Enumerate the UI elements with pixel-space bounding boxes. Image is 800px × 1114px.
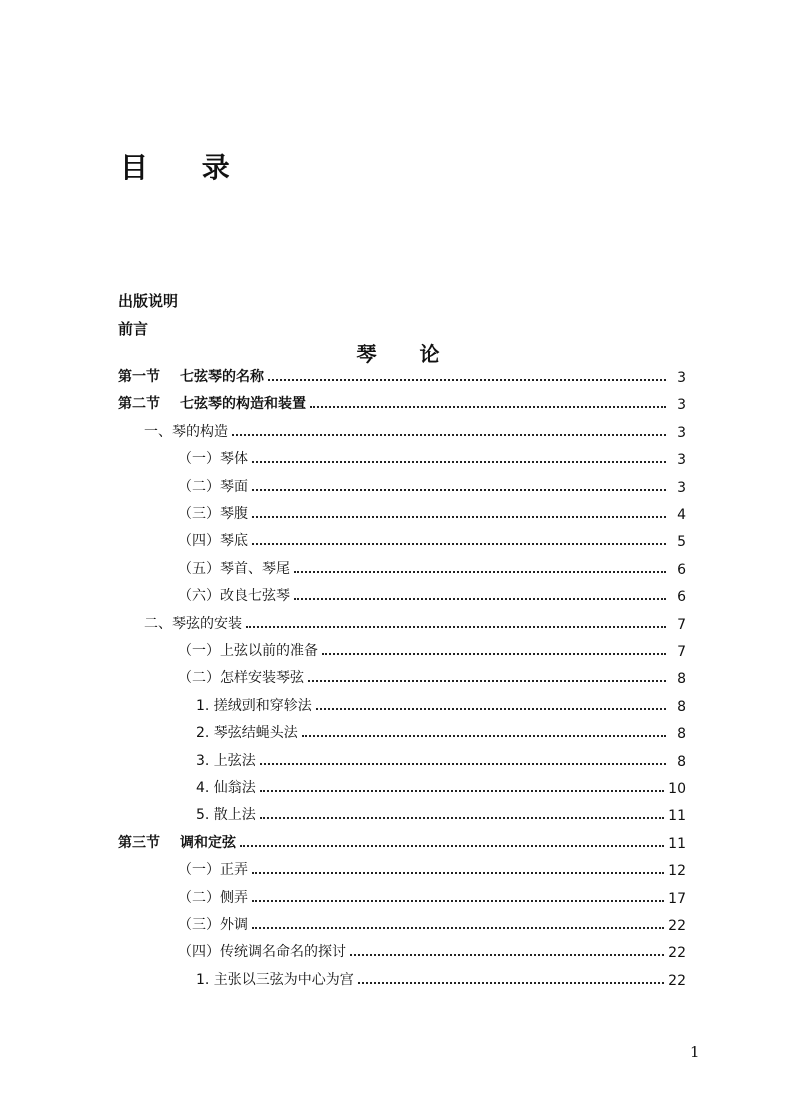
toc-leader-dots [316, 707, 666, 710]
toc-entry-title: 3. 上弦法 [196, 753, 256, 769]
toc-leader-dots [252, 460, 666, 463]
toc-entry-label [178, 941, 346, 961]
toc-entry-page: 8 [677, 726, 686, 742]
toc-entry-title: 一、琴的构造 [144, 424, 228, 440]
toc-entry[interactable] [178, 558, 686, 578]
toc-leader-dots [246, 625, 666, 628]
toc-entry[interactable] [178, 667, 686, 687]
toc-entry-page: 5 [677, 534, 686, 550]
toc-leader-dots [252, 488, 666, 491]
toc-entry-page: 8 [677, 671, 686, 687]
toc-entry-label [118, 366, 264, 386]
toc-entry-label [178, 448, 248, 468]
toc-entry-label [178, 887, 248, 907]
toc-entry-title: 调和定弦 [180, 835, 236, 851]
toc-entry-page: 3 [677, 370, 686, 386]
toc-entry-label [178, 476, 248, 496]
toc-entry[interactable] [178, 887, 686, 907]
toc-entry-title: （二）怎样安装琴弦 [178, 670, 304, 686]
toc-entry-page: 3 [677, 452, 686, 468]
toc-entry-title: （五）琴首、琴尾 [178, 561, 290, 577]
toc-leader-dots [302, 734, 666, 737]
toc-entry[interactable] [178, 476, 686, 496]
toc-leader-dots [252, 899, 664, 902]
toc-entry-page: 7 [677, 644, 686, 660]
toc-entry-page: 6 [677, 562, 686, 578]
toc-entry-page: 17 [668, 891, 686, 907]
toc-leader-dots [310, 405, 666, 408]
toc-leader-dots [252, 926, 664, 929]
toc-entry-page: 12 [668, 863, 686, 879]
toc-leader-dots [308, 679, 666, 682]
toc-entry-label [196, 695, 312, 715]
toc-entry[interactable] [118, 366, 686, 386]
toc-entry[interactable] [196, 750, 686, 770]
toc-entry[interactable] [178, 640, 686, 660]
toc-entry-page: 11 [668, 808, 686, 824]
toc-leader-dots [260, 816, 664, 819]
toc-leader-dots [260, 789, 664, 792]
toc-entry-title: （六）改良七弦琴 [178, 588, 290, 604]
toc-leader-dots [350, 953, 664, 956]
toc-entry-title: （二）侧弄 [178, 890, 248, 906]
toc-entry-page: 10 [668, 781, 686, 797]
toc-entry-label [178, 585, 290, 605]
toc-entry[interactable] [196, 695, 686, 715]
toc-entry-number: 第三节 [118, 835, 160, 851]
toc-leader-dots [252, 871, 664, 874]
toc-entry[interactable] [118, 393, 686, 413]
toc-entry-page: 22 [668, 973, 686, 989]
toc-leader-dots [260, 762, 666, 765]
toc-entry-label [178, 859, 248, 879]
toc-leader-dots [252, 515, 666, 518]
toc-entry-label [178, 667, 304, 687]
front-matter-publishing-note[interactable]: 出版说明 [118, 292, 179, 310]
toc-entry-page: 3 [677, 397, 686, 413]
page-number: 1 [690, 1043, 700, 1061]
toc-entry-label [178, 914, 248, 934]
toc-entry[interactable] [196, 777, 686, 797]
toc-entry-title: 七弦琴的名称 [180, 369, 264, 385]
toc-entry-page: 4 [677, 507, 686, 523]
toc-entry[interactable] [144, 421, 686, 441]
toc-entry-page: 7 [677, 617, 686, 633]
toc-entry[interactable] [178, 503, 686, 523]
toc-entry[interactable] [196, 722, 686, 742]
toc-entry[interactable] [178, 859, 686, 879]
toc-entry[interactable] [178, 941, 686, 961]
toc-entry-title: （一）正弄 [178, 862, 248, 878]
toc-entry-page: 3 [677, 480, 686, 496]
toc-entry-label [196, 804, 256, 824]
toc-entry-title: （四）琴底 [178, 533, 248, 549]
toc-entry-label [178, 558, 290, 578]
toc-entry[interactable] [118, 832, 686, 852]
toc-entry-page: 8 [677, 699, 686, 715]
toc-entry-title: 1. 搓绒剅和穿轸法 [196, 698, 312, 714]
toc-entry-label [178, 640, 318, 660]
toc-entry[interactable] [196, 969, 686, 989]
toc-entry-title: 2. 琴弦结蝇头法 [196, 725, 298, 741]
toc-entry-title: （四）传统调名命名的探讨 [178, 944, 346, 960]
toc-entry[interactable] [178, 914, 686, 934]
toc-entry-label [178, 530, 248, 550]
page-title: 目 录 [120, 151, 252, 184]
toc-leader-dots [252, 542, 666, 545]
toc-entry-label [144, 613, 242, 633]
toc-entry-page: 8 [677, 754, 686, 770]
toc-entry-title: 七弦琴的构造和装置 [180, 396, 306, 412]
toc-entry-page: 22 [668, 918, 686, 934]
toc-entry-title: （三）外调 [178, 917, 248, 933]
toc-entry-label [196, 722, 298, 742]
toc-entry[interactable] [178, 585, 686, 605]
toc-entry-title: 4. 仙翁法 [196, 780, 256, 796]
toc-leader-dots [294, 570, 666, 573]
toc-entry-page: 6 [677, 589, 686, 605]
toc-entry-label [118, 393, 306, 413]
toc-entry[interactable] [144, 613, 686, 633]
toc-entry-title: 1. 主张以三弦为中心为宫 [196, 972, 354, 988]
toc-entry[interactable] [178, 530, 686, 550]
toc-leader-dots [294, 597, 666, 600]
toc-entry-page: 22 [668, 945, 686, 961]
toc-entry-page: 11 [668, 836, 686, 852]
toc-entry-label [196, 969, 354, 989]
toc-entry-label [118, 832, 236, 852]
toc-entry-label [196, 777, 256, 797]
toc-entry[interactable] [196, 804, 686, 824]
toc-entry-number: 第二节 [118, 396, 160, 412]
toc-entry-label [178, 503, 248, 523]
toc-entry-title: （三）琴腹 [178, 506, 248, 522]
toc-entry-page: 3 [677, 425, 686, 441]
toc-entry-title: 二、琴弦的安装 [144, 616, 242, 632]
toc-entry-label [196, 750, 256, 770]
toc-entry-number: 第一节 [118, 369, 160, 385]
toc-leader-dots [322, 652, 666, 655]
toc-entry-title: 5. 散上法 [196, 807, 256, 823]
toc-leader-dots [358, 981, 664, 984]
toc-entry-title: （一）上弦以前的准备 [178, 643, 318, 659]
toc-entry-title: （一）琴体 [178, 451, 248, 467]
toc-leader-dots [240, 844, 664, 847]
toc-entry[interactable] [178, 448, 686, 468]
toc-entry-title: （二）琴面 [178, 479, 248, 495]
toc-leader-dots [232, 433, 666, 436]
toc-entry-label [144, 421, 228, 441]
front-matter-preface[interactable]: 前言 [118, 320, 149, 338]
section-title: 琴 论 [356, 342, 458, 366]
toc-leader-dots [268, 378, 666, 381]
